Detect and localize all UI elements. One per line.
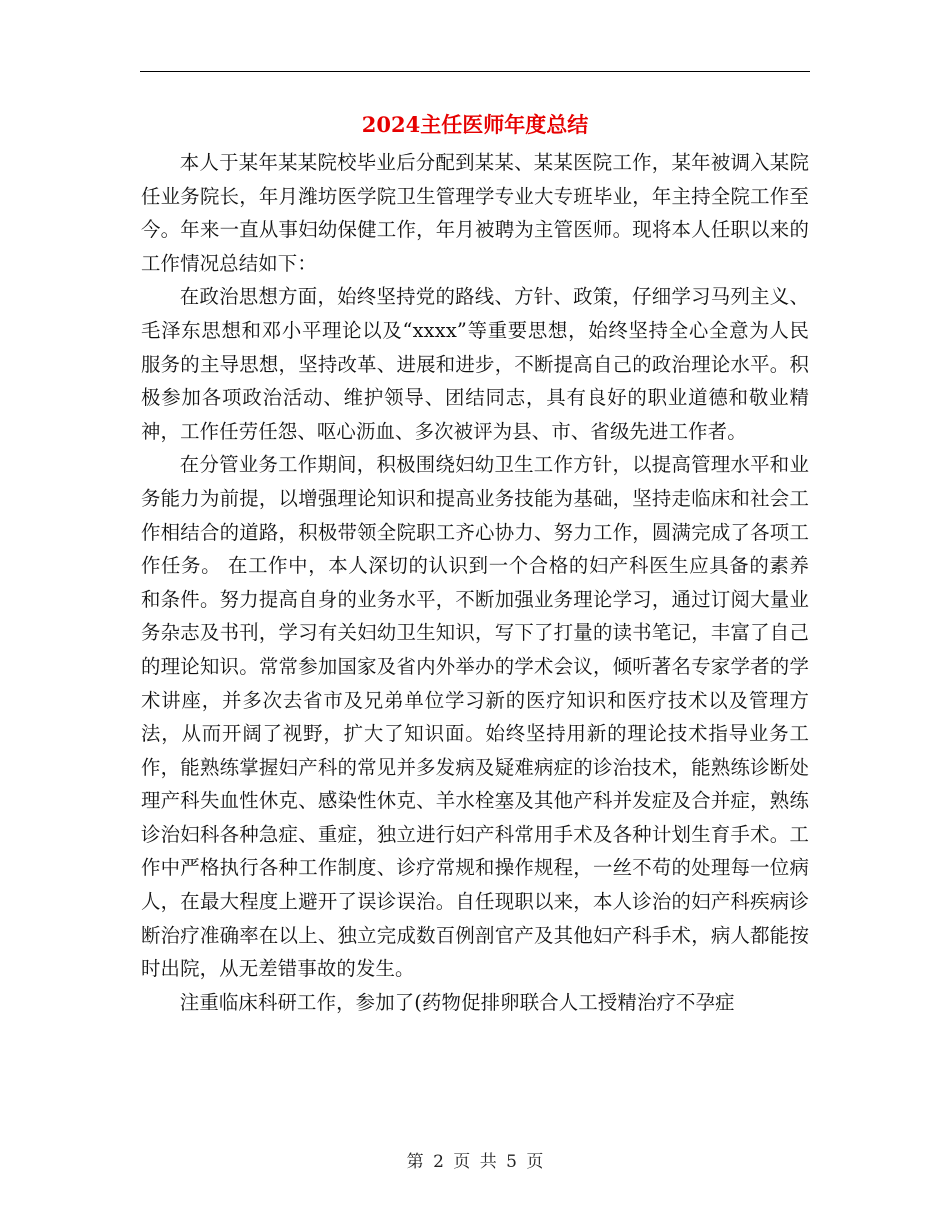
paragraph-work: 在分管业务工作期间，积极围绕妇幼卫生工作方针，以提高管理水平和业务能力为前提，以增强理论知识和提高业务技能为基础，坚持走临床和社会工作相结合的道路，积极带领全院职工齐心协力、努力工作，圆满完成了各项工作任务。 在工作中，本人深切的认识到一个合格的妇产科医生应具备的素养和条件。努力提高自身的业务水平，不断加强业务理论学习，通过订阅大量业务杂志及书刊，学习有关妇幼卫生知识，写下了打量的读书笔记，丰富了自己的理论知识。常常参加国家及省内外举办的学术会议，倾听著名专家学者的学术讲座，并多次去省市及兄弟单位学习新的医疗知识和医疗技术以及管理方法，从而开阔了视野，扩大了知识面。始终坚持用新的理论技术指导业务工作，能熟练掌握妇产科的常见并多发病及疑难病症的诊治技术，能熟练诊断处理产科失血性休克、感染性休克、羊水栓塞及其他产科并发症及合并症，熟练诊治妇科各种急症、重症，独立进行妇产科常用手术及各种计划生育手术。工作中严格执行各种工作制度、诊疗常规和操作规程，一丝不苟的处理每一位病人，在最大程度上避开了误诊误治。自任现职以来，本人诊治的妇产科疾病诊断治疗准确率在以上、独立完成数百例剖官产及其他妇产科手术，病人都能按时出院，从无差错事故的发生。 <box>141 453 809 981</box>
page-number: 第 2 页 共 5 页 <box>406 1152 544 1172</box>
document-body <box>141 146 809 1019</box>
document-title: 2024主任医师年度总结 <box>361 112 589 137</box>
header-rule <box>140 71 810 72</box>
paragraph-intro: 本人于某年某某院校毕业后分配到某某、某某医院工作，某年被调入某院任业务院长，年月潍坊医学院卫生管理学专业大专班毕业，年主持全院工作至今。年来一直从事妇幼保健工作，年月被聘为主管医师。现将本人任职以来的工作情况总结如下： <box>141 151 809 275</box>
paragraph-research: 注重临床科研工作，参加了(药物促排卵联合人工授精治疗不孕症 <box>179 990 735 1014</box>
paragraph-political: 在政治思想方面，始终坚持党的路线、方针、政策，仔细学习马列主义、毛泽东思想和邓小平理论以及“xxxx”等重要思想，始终坚持全心全意为人民服务的主导思想，坚持改革、进展和进步，不断提高自己的政治理论水平。积极参加各项政治活动、维护领导、团结同志，具有良好的职业道德和敬业精神，工作任劳任怨、呕心沥血、多次被评为县、市、省级先进工作者。 <box>141 285 809 443</box>
